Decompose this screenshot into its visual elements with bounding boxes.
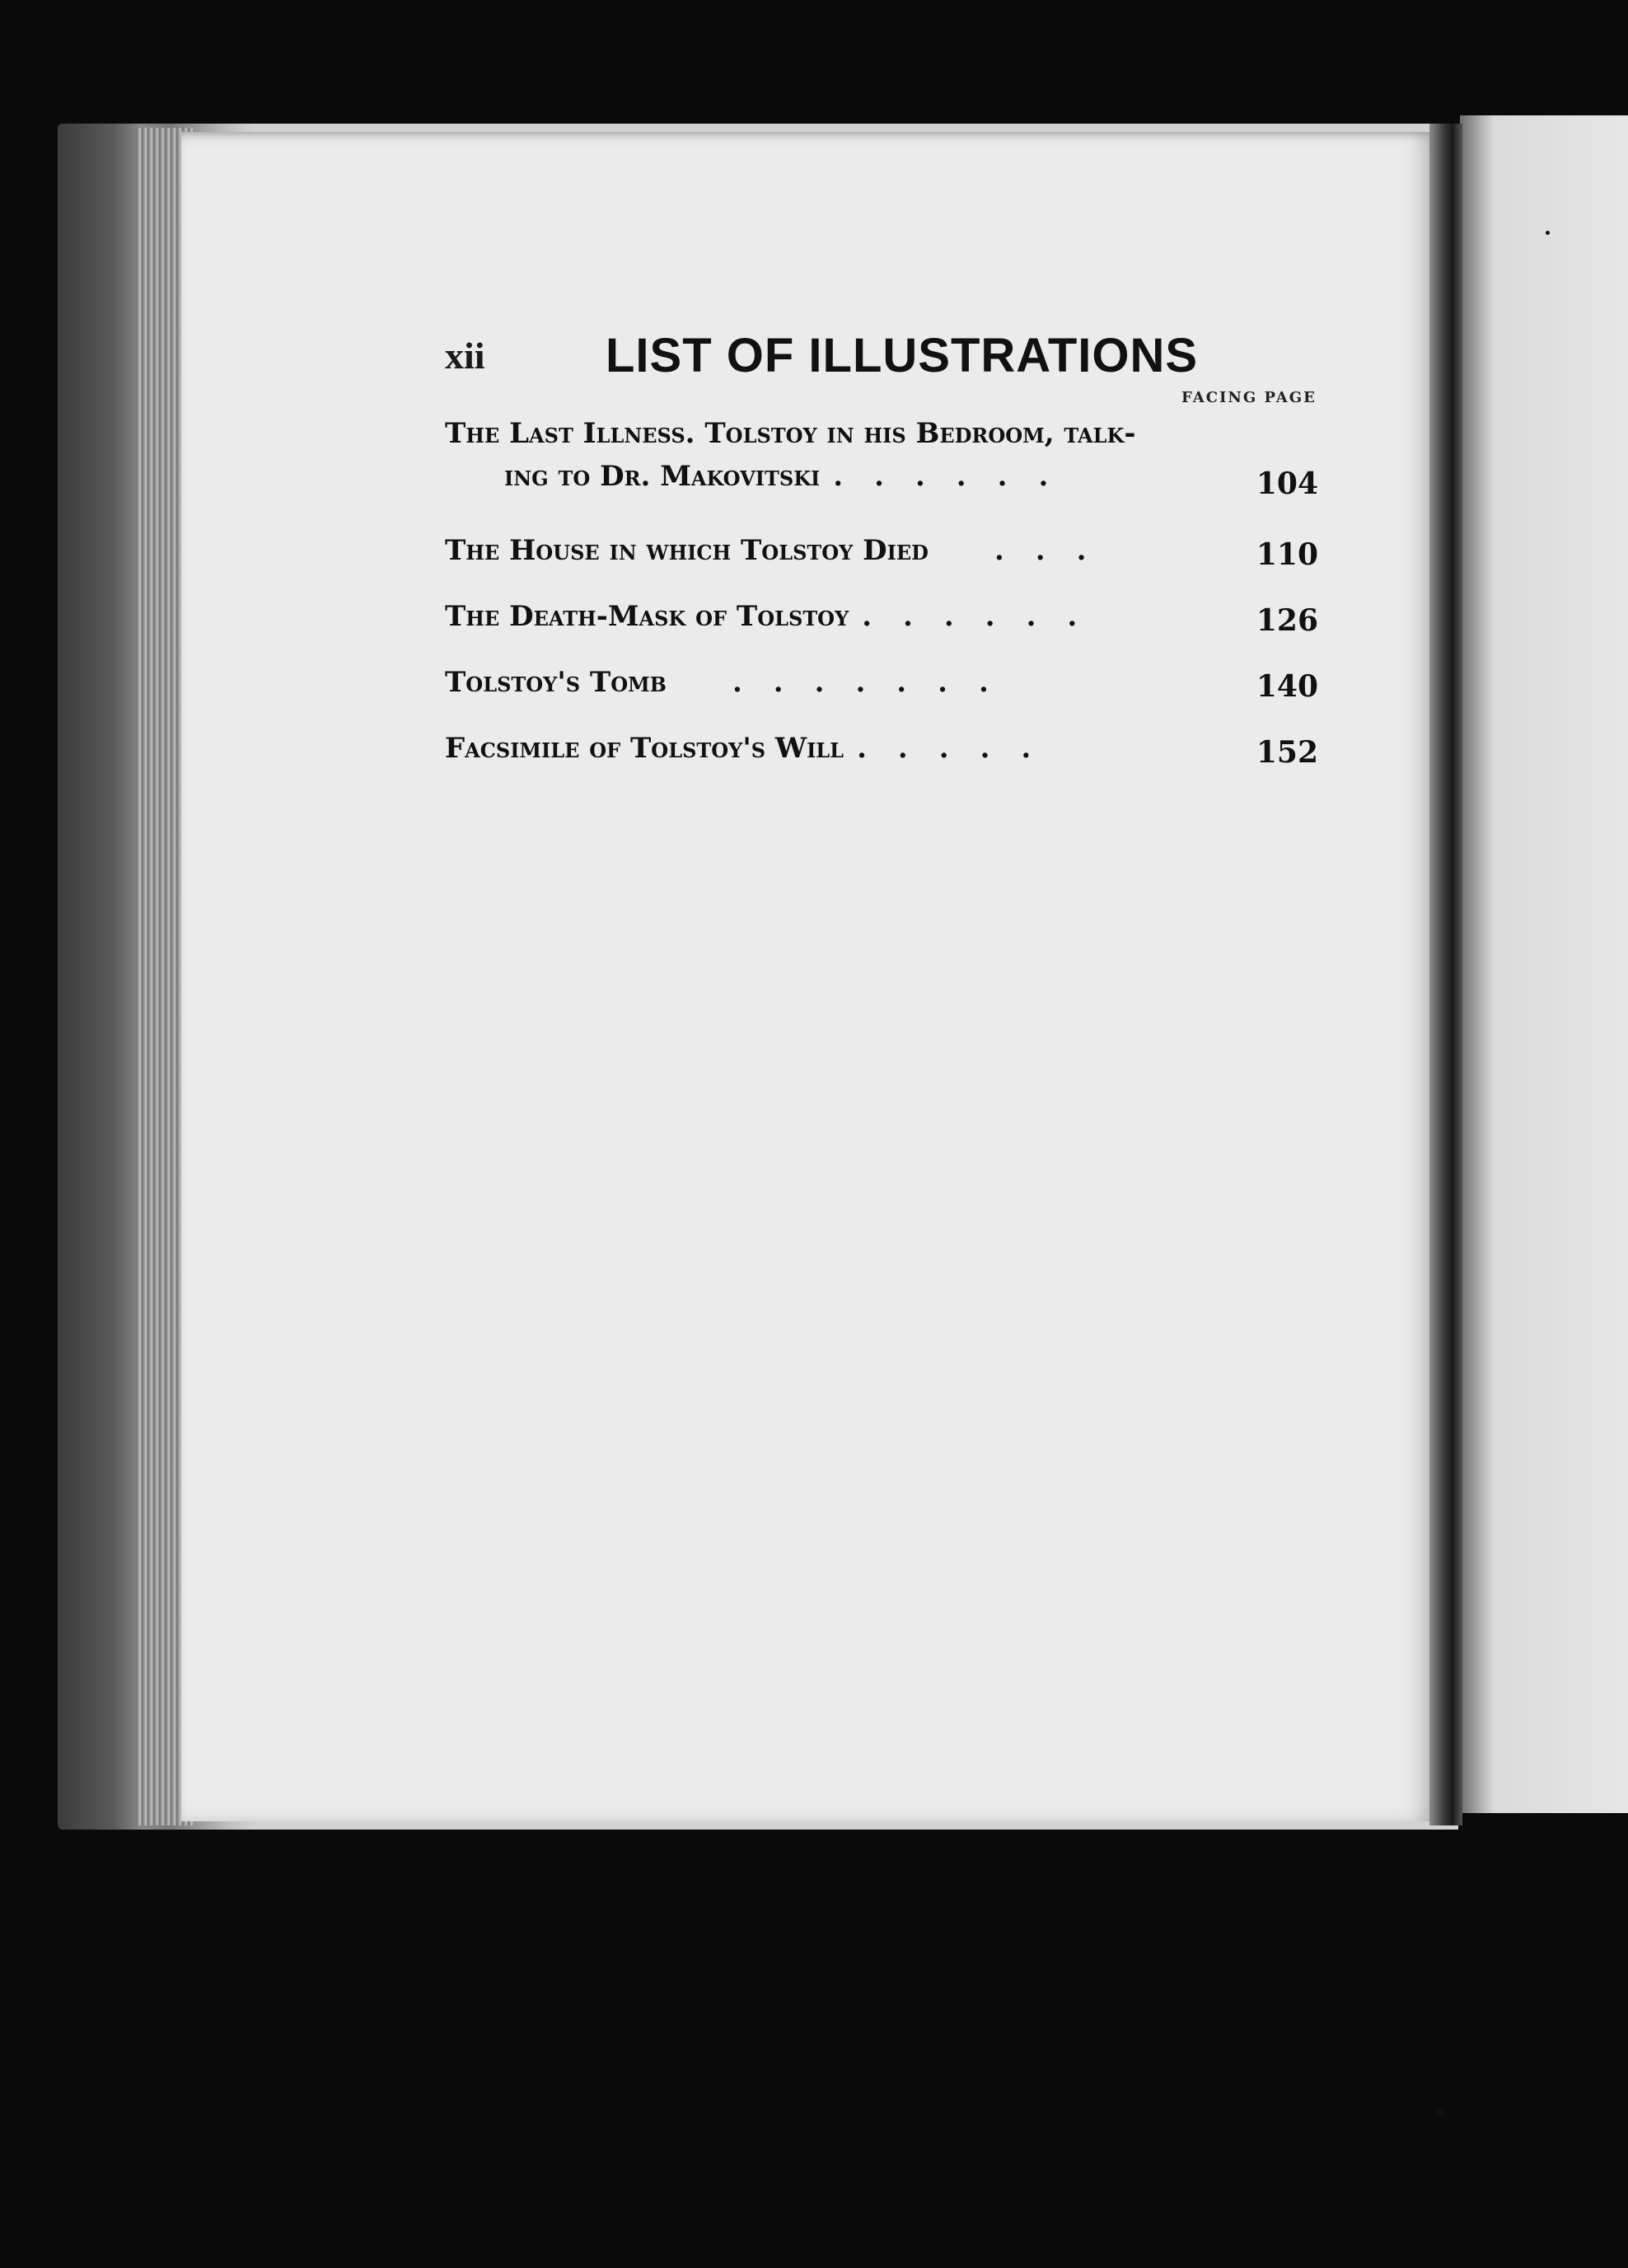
illustration-entry (445, 661, 1318, 707)
dot-leader: ..... (857, 732, 1063, 765)
entry-page-number: 152 (1256, 735, 1318, 770)
illustration-entry (445, 595, 1318, 641)
illustration-entry (445, 727, 1318, 773)
entry-page-number: 140 (1256, 669, 1318, 704)
dot-leader: ...... (833, 460, 1080, 493)
entry-title-line: ing to Dr. Makovitski (504, 460, 821, 493)
entry-title-line: The House in which Tolstoy Died (445, 534, 929, 567)
column-header: FACING PAGE (1181, 389, 1317, 406)
entry-page-number: 110 (1256, 537, 1318, 572)
page-title: LIST OF ILLUSTRATIONS (606, 329, 1199, 382)
illustration-entry (445, 412, 1318, 504)
page-number: xii (445, 335, 485, 377)
entry-title-line: The Last Illness. Tolstoy in his Bedroom, talk- (445, 417, 1136, 450)
entry-title-line: Tolstoy's Tomb (445, 666, 667, 699)
entry-page-number: 104 (1256, 466, 1318, 501)
dust-speck (1435, 2108, 1445, 2116)
entry-title-line: Facsimile of Tolstoy's Will (445, 732, 844, 765)
illustration-entry (445, 529, 1318, 575)
entry-title-line: The Death-Mask of Tolstoy (445, 600, 849, 633)
dot-leader: ...... (862, 600, 1109, 633)
dot-leader: ....... (732, 666, 1020, 699)
dust-speck (1546, 231, 1550, 235)
entry-page-number: 126 (1256, 603, 1318, 638)
dot-leader: ... (994, 534, 1118, 567)
